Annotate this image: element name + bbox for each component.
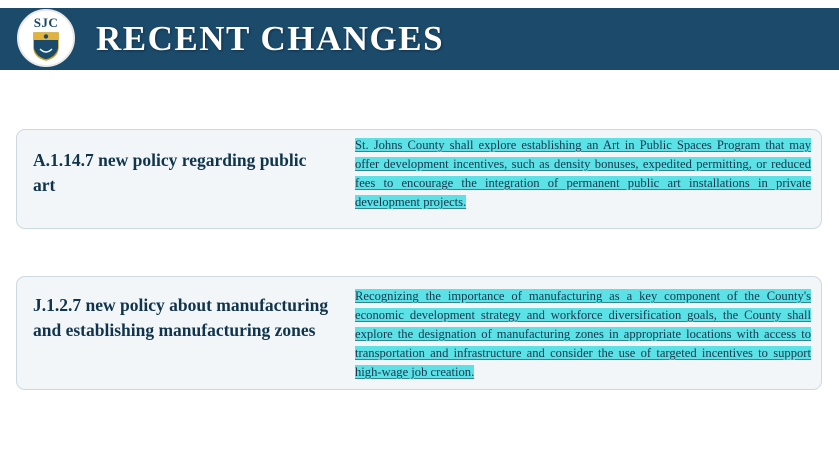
page-title: RECENT CHANGES (96, 19, 445, 58)
highlighted-policy-text: Recognizing the importance of manufacturing as a key component of the County's economic development strategy and workforce diversification goals, the County shall explore the designation of manufacturing zones in appropriate locations with access to transportation and infrastructure and consider the use of targeted incentives to support high-wage job creation. (355, 289, 811, 379)
sjc-logo (17, 9, 75, 67)
highlighted-policy-text: St. Johns County shall explore establishing an Art in Public Spaces Program that may offer development incentives, such as density bonuses, expedited permitting, or reduced fees to encourage the integration of permanent public art installations in private development projects. (355, 138, 811, 209)
change-label: J.1.2.7 new policy about manufacturing and establishing manufacturing zones (33, 295, 329, 340)
change-body (347, 130, 821, 220)
highlight-wrapper (355, 287, 811, 382)
slide-content (0, 70, 839, 472)
highlight-wrapper (355, 136, 811, 212)
change-body (347, 277, 821, 390)
slide-header-bar (0, 8, 839, 70)
change-card (16, 129, 822, 229)
shield-crest-icon (32, 31, 60, 61)
change-card (16, 276, 822, 390)
logo-label: SJC (33, 15, 59, 30)
change-label: A.1.14.7 new policy regarding public art (33, 150, 307, 195)
